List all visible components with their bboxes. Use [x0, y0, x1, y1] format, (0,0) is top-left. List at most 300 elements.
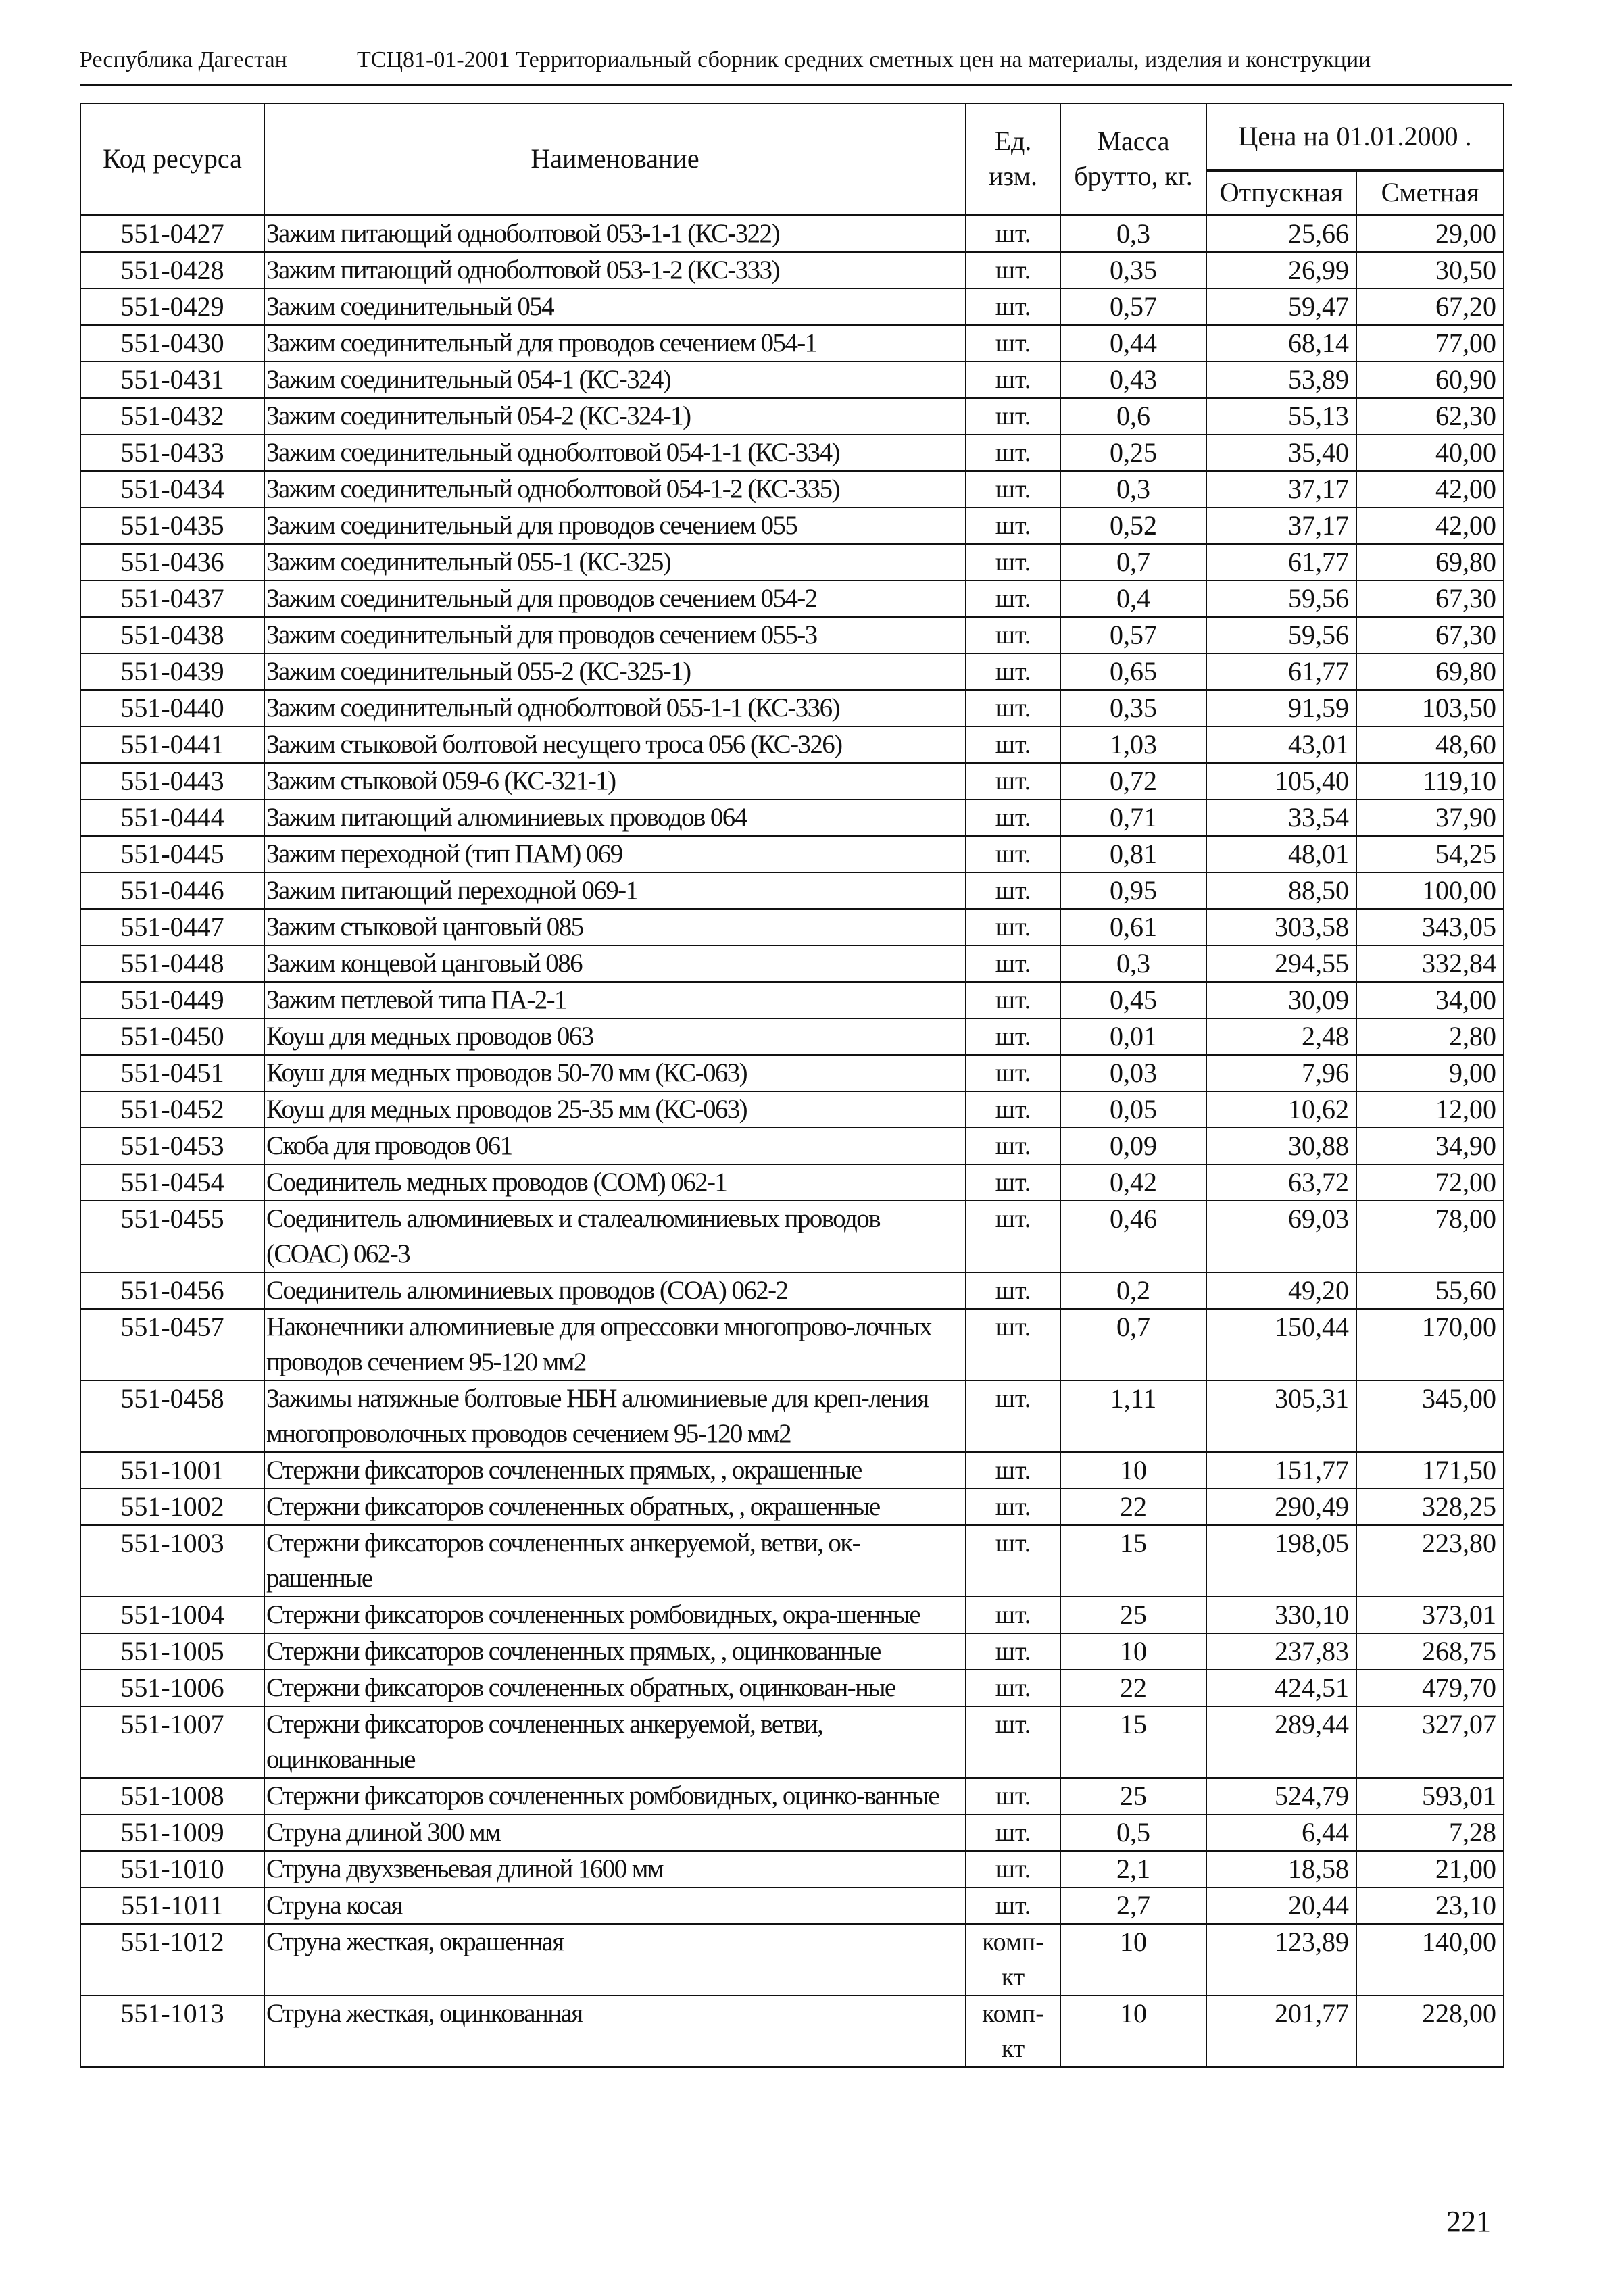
resource-code: 551-1005 [80, 1633, 264, 1670]
table-row [80, 1381, 1504, 1452]
gross-mass: 0,3 [1060, 945, 1206, 982]
estimate-price: 60,90 [1356, 362, 1504, 398]
resource-name: Зажим стыковой цанговый 085 [264, 909, 966, 945]
gross-mass: 1,03 [1060, 726, 1206, 763]
table-row [80, 1633, 1504, 1670]
resource-code: 551-0452 [80, 1091, 264, 1128]
estimate-price: 170,00 [1356, 1309, 1504, 1381]
table-row [80, 1597, 1504, 1633]
table-row [80, 653, 1504, 690]
table-row [80, 872, 1504, 909]
unit-of-measure: шт. [966, 836, 1060, 872]
release-price: 105,40 [1206, 763, 1356, 799]
resource-code: 551-0439 [80, 653, 264, 690]
release-price: 59,56 [1206, 617, 1356, 653]
resource-code: 551-1004 [80, 1597, 264, 1633]
gross-mass: 0,95 [1060, 872, 1206, 909]
resource-name: Струна жесткая, оцинкованная [264, 1995, 966, 2067]
table-row [80, 1201, 1504, 1272]
release-price: 37,17 [1206, 507, 1356, 544]
resource-code: 551-0430 [80, 325, 264, 362]
resource-code: 551-1001 [80, 1452, 264, 1489]
release-price: 35,40 [1206, 435, 1356, 471]
collection-title: ТСЦ81-01-2001 Территориальный сборник средних сметных цен на материалы, изделия и конструкции [357, 47, 1371, 72]
gross-mass: 0,35 [1060, 252, 1206, 289]
release-price: 305,31 [1206, 1381, 1356, 1452]
resource-name: Зажим стыковой 059-6 (КС-321-1) [264, 763, 966, 799]
gross-mass: 0,42 [1060, 1164, 1206, 1201]
header-mass: Масса брутто, кг. [1060, 103, 1206, 215]
unit-of-measure: шт. [966, 1309, 1060, 1381]
gross-mass: 0,7 [1060, 544, 1206, 580]
header-name: Наименование [264, 103, 966, 215]
gross-mass: 0,09 [1060, 1128, 1206, 1164]
unit-of-measure: шт. [966, 690, 1060, 726]
table-row [80, 617, 1504, 653]
resource-name: Стержни фиксаторов сочлененных анкеруемой, ветви, оцинкованные [264, 1706, 966, 1778]
release-price: 43,01 [1206, 726, 1356, 763]
resource-code: 551-1002 [80, 1489, 264, 1525]
resource-code: 551-0458 [80, 1381, 264, 1452]
resource-code: 551-0436 [80, 544, 264, 580]
resource-code: 551-0456 [80, 1272, 264, 1309]
release-price: 26,99 [1206, 252, 1356, 289]
gross-mass: 0,52 [1060, 507, 1206, 544]
release-price: 69,03 [1206, 1201, 1356, 1272]
release-price: 289,44 [1206, 1706, 1356, 1778]
unit-of-measure: шт. [966, 1525, 1060, 1597]
resource-code: 551-0455 [80, 1201, 264, 1272]
estimate-price: 42,00 [1356, 507, 1504, 544]
estimate-price: 72,00 [1356, 1164, 1504, 1201]
table-row [80, 1091, 1504, 1128]
table-row [80, 1018, 1504, 1055]
resource-code: 551-1013 [80, 1995, 264, 2067]
gross-mass: 10 [1060, 1924, 1206, 1995]
estimate-price: 228,00 [1356, 1995, 1504, 2067]
estimate-price: 119,10 [1356, 763, 1504, 799]
release-price: 151,77 [1206, 1452, 1356, 1489]
estimate-price: 67,30 [1356, 580, 1504, 617]
table-row [80, 799, 1504, 836]
header-estimate-price: Сметная [1356, 170, 1504, 215]
resource-name: Коуш для медных проводов 063 [264, 1018, 966, 1055]
gross-mass: 0,2 [1060, 1272, 1206, 1309]
estimate-price: 55,60 [1356, 1272, 1504, 1309]
unit-of-measure: шт. [966, 1814, 1060, 1851]
release-price: 91,59 [1206, 690, 1356, 726]
estimate-price: 34,90 [1356, 1128, 1504, 1164]
unit-of-measure: шт. [966, 544, 1060, 580]
resource-name: Стержни фиксаторов сочлененных прямых, , окрашенные [264, 1452, 966, 1489]
resource-code: 551-0453 [80, 1128, 264, 1164]
estimate-price: 7,28 [1356, 1814, 1504, 1851]
gross-mass: 0,6 [1060, 398, 1206, 435]
gross-mass: 25 [1060, 1778, 1206, 1814]
resource-name: Стержни фиксаторов сочлененных ромбовидных, окра-шенные [264, 1597, 966, 1633]
table-row [80, 435, 1504, 471]
resource-name: Стержни фиксаторов сочлененных анкеруемой, ветви, ок-рашенные [264, 1525, 966, 1597]
gross-mass: 22 [1060, 1489, 1206, 1525]
gross-mass: 15 [1060, 1706, 1206, 1778]
resource-name: Зажим питающий переходной 069-1 [264, 872, 966, 909]
estimate-price: 2,80 [1356, 1018, 1504, 1055]
release-price: 123,89 [1206, 1924, 1356, 1995]
unit-of-measure: шт. [966, 471, 1060, 507]
release-price: 59,47 [1206, 289, 1356, 325]
resource-code: 551-0441 [80, 726, 264, 763]
estimate-price: 62,30 [1356, 398, 1504, 435]
gross-mass: 0,44 [1060, 325, 1206, 362]
resource-code: 551-1006 [80, 1670, 264, 1706]
estimate-price: 268,75 [1356, 1633, 1504, 1670]
resource-code: 551-0431 [80, 362, 264, 398]
resource-code: 551-0449 [80, 982, 264, 1018]
estimate-price: 34,00 [1356, 982, 1504, 1018]
unit-of-measure: шт. [966, 1018, 1060, 1055]
resource-name: Стержни фиксаторов сочлененных обратных, , окрашенные [264, 1489, 966, 1525]
resource-code: 551-0432 [80, 398, 264, 435]
estimate-price: 12,00 [1356, 1091, 1504, 1128]
table-row [80, 215, 1504, 252]
resource-name: Зажим соединительный для проводов сечением 055 [264, 507, 966, 544]
header-unit: Ед. изм. [966, 103, 1060, 215]
unit-of-measure: шт. [966, 1381, 1060, 1452]
table-row [80, 471, 1504, 507]
unit-of-measure: шт. [966, 799, 1060, 836]
unit-of-measure: шт. [966, 580, 1060, 617]
table-row [80, 690, 1504, 726]
resource-code: 551-0427 [80, 215, 264, 252]
release-price: 30,88 [1206, 1128, 1356, 1164]
resource-name: Зажим соединительный для проводов сечением 054-2 [264, 580, 966, 617]
resource-name: Зажим переходной (тип ПАМ) 069 [264, 836, 966, 872]
release-price: 33,54 [1206, 799, 1356, 836]
release-price: 53,89 [1206, 362, 1356, 398]
resource-name: Скоба для проводов 061 [264, 1128, 966, 1164]
release-price: 294,55 [1206, 945, 1356, 982]
header-price-group: Цена на 01.01.2000 . [1206, 103, 1504, 170]
estimate-price: 67,30 [1356, 617, 1504, 653]
unit-of-measure: шт. [966, 1091, 1060, 1128]
page-header [80, 39, 1512, 78]
resource-name: Коуш для медных проводов 50-70 мм (КС-063) [264, 1055, 966, 1091]
release-price: 303,58 [1206, 909, 1356, 945]
resource-name: Наконечники алюминиевые для опрессовки многопрово-лочных проводов сечением 95-120 мм2 [264, 1309, 966, 1381]
table-row [80, 1814, 1504, 1851]
resource-code: 551-0443 [80, 763, 264, 799]
release-price: 290,49 [1206, 1489, 1356, 1525]
unit-of-measure: шт. [966, 1489, 1060, 1525]
unit-of-measure: шт. [966, 1201, 1060, 1272]
estimate-price: 327,07 [1356, 1706, 1504, 1778]
unit-of-measure: шт. [966, 1670, 1060, 1706]
resource-name: Зажим соединительный 054-2 (КС-324-1) [264, 398, 966, 435]
gross-mass: 0,71 [1060, 799, 1206, 836]
table-row [80, 836, 1504, 872]
gross-mass: 10 [1060, 1995, 1206, 2067]
gross-mass: 0,46 [1060, 1201, 1206, 1272]
gross-mass: 0,65 [1060, 653, 1206, 690]
region-label: Республика Дагестан [80, 47, 287, 72]
gross-mass: 0,72 [1060, 763, 1206, 799]
release-price: 37,17 [1206, 471, 1356, 507]
header-release-price: Отпускная [1206, 170, 1356, 215]
table-row [80, 398, 1504, 435]
unit-of-measure: шт. [966, 1597, 1060, 1633]
resource-code: 551-0451 [80, 1055, 264, 1091]
table-row [80, 1489, 1504, 1525]
release-price: 6,44 [1206, 1814, 1356, 1851]
table-row [80, 1164, 1504, 1201]
release-price: 20,44 [1206, 1887, 1356, 1924]
estimate-price: 29,00 [1356, 215, 1504, 252]
table-row [80, 544, 1504, 580]
resource-code: 551-0454 [80, 1164, 264, 1201]
resource-name: Соединитель медных проводов (СОМ) 062-1 [264, 1164, 966, 1201]
release-price: 48,01 [1206, 836, 1356, 872]
header-divider [80, 84, 1512, 86]
estimate-price: 21,00 [1356, 1851, 1504, 1887]
estimate-price: 140,00 [1356, 1924, 1504, 1995]
estimate-price: 67,20 [1356, 289, 1504, 325]
gross-mass: 0,43 [1060, 362, 1206, 398]
unit-of-measure: шт. [966, 1851, 1060, 1887]
release-price: 237,83 [1206, 1633, 1356, 1670]
table-row [80, 289, 1504, 325]
unit-of-measure: шт. [966, 1128, 1060, 1164]
table-row [80, 909, 1504, 945]
unit-of-measure: шт. [966, 325, 1060, 362]
unit-of-measure: шт. [966, 1633, 1060, 1670]
resource-name: Струна косая [264, 1887, 966, 1924]
resource-name: Зажим соединительный одноболтовой 054-1-2 (КС-335) [264, 471, 966, 507]
resource-code: 551-0440 [80, 690, 264, 726]
table-row [80, 726, 1504, 763]
gross-mass: 0,57 [1060, 617, 1206, 653]
unit-of-measure: шт. [966, 726, 1060, 763]
table-row [80, 252, 1504, 289]
release-price: 68,14 [1206, 325, 1356, 362]
gross-mass: 2,7 [1060, 1887, 1206, 1924]
gross-mass: 10 [1060, 1633, 1206, 1670]
header-code: Код ресурса [80, 103, 264, 215]
release-price: 18,58 [1206, 1851, 1356, 1887]
gross-mass: 0,35 [1060, 690, 1206, 726]
release-price: 61,77 [1206, 544, 1356, 580]
gross-mass: 0,01 [1060, 1018, 1206, 1055]
unit-of-measure: шт. [966, 1887, 1060, 1924]
resource-code: 551-1010 [80, 1851, 264, 1887]
gross-mass: 0,45 [1060, 982, 1206, 1018]
release-price: 198,05 [1206, 1525, 1356, 1597]
resource-code: 551-0444 [80, 799, 264, 836]
resource-code: 551-0433 [80, 435, 264, 471]
page-number: 221 [1446, 2205, 1491, 2238]
estimate-price: 77,00 [1356, 325, 1504, 362]
gross-mass: 22 [1060, 1670, 1206, 1706]
resource-code: 551-0445 [80, 836, 264, 872]
resource-code: 551-0446 [80, 872, 264, 909]
resource-code: 551-1012 [80, 1924, 264, 1995]
release-price: 63,72 [1206, 1164, 1356, 1201]
release-price: 10,62 [1206, 1091, 1356, 1128]
resource-name: Струна жесткая, окрашенная [264, 1924, 966, 1995]
resource-name: Зажим питающий алюминиевых проводов 064 [264, 799, 966, 836]
resource-name: Зажим соединительный 054 [264, 289, 966, 325]
estimate-price: 54,25 [1356, 836, 1504, 872]
table-row [80, 1887, 1504, 1924]
estimate-price: 37,90 [1356, 799, 1504, 836]
gross-mass: 0,81 [1060, 836, 1206, 872]
unit-of-measure: комп-кт [966, 1995, 1060, 2067]
table-row [80, 1525, 1504, 1597]
resource-name: Зажим соединительный одноболтовой 054-1-1 (КС-334) [264, 435, 966, 471]
resource-code: 551-1009 [80, 1814, 264, 1851]
resource-code: 551-0457 [80, 1309, 264, 1381]
gross-mass: 25 [1060, 1597, 1206, 1633]
table-row [80, 763, 1504, 799]
gross-mass: 15 [1060, 1525, 1206, 1597]
resource-code: 551-1007 [80, 1706, 264, 1778]
resource-name: Зажим соединительный одноболтовой 055-1-1 (КС-336) [264, 690, 966, 726]
unit-of-measure: шт. [966, 1164, 1060, 1201]
unit-of-measure: комп-кт [966, 1924, 1060, 1995]
resource-name: Струна длиной 300 мм [264, 1814, 966, 1851]
resource-code: 551-0450 [80, 1018, 264, 1055]
gross-mass: 0,7 [1060, 1309, 1206, 1381]
resource-name: Соединитель алюминиевых проводов (СОА) 062-2 [264, 1272, 966, 1309]
resource-name: Коуш для медных проводов 25-35 мм (КС-063) [264, 1091, 966, 1128]
price-table [80, 103, 1504, 2068]
unit-of-measure: шт. [966, 1452, 1060, 1489]
estimate-price: 69,80 [1356, 653, 1504, 690]
unit-of-measure: шт. [966, 215, 1060, 252]
table-row [80, 1995, 1504, 2067]
table-row [80, 580, 1504, 617]
gross-mass: 0,4 [1060, 580, 1206, 617]
unit-of-measure: шт. [966, 435, 1060, 471]
unit-of-measure: шт. [966, 1778, 1060, 1814]
table-body [80, 215, 1504, 2067]
unit-of-measure: шт. [966, 909, 1060, 945]
estimate-price: 328,25 [1356, 1489, 1504, 1525]
gross-mass: 0,3 [1060, 215, 1206, 252]
resource-name: Зажим концевой цанговый 086 [264, 945, 966, 982]
gross-mass: 0,61 [1060, 909, 1206, 945]
estimate-price: 593,01 [1356, 1778, 1504, 1814]
release-price: 55,13 [1206, 398, 1356, 435]
gross-mass: 0,05 [1060, 1091, 1206, 1128]
resource-name: Зажим стыковой болтовой несущего троса 056 (КС-326) [264, 726, 966, 763]
estimate-price: 343,05 [1356, 909, 1504, 945]
resource-name: Соединитель алюминиевых и сталеалюминиевых проводов (СОАС) 062-3 [264, 1201, 966, 1272]
release-price: 30,09 [1206, 982, 1356, 1018]
release-price: 61,77 [1206, 653, 1356, 690]
unit-of-measure: шт. [966, 507, 1060, 544]
estimate-price: 103,50 [1356, 690, 1504, 726]
release-price: 150,44 [1206, 1309, 1356, 1381]
unit-of-measure: шт. [966, 362, 1060, 398]
unit-of-measure: шт. [966, 617, 1060, 653]
estimate-price: 30,50 [1356, 252, 1504, 289]
resource-name: Зажим соединительный для проводов сечением 055-3 [264, 617, 966, 653]
gross-mass: 0,03 [1060, 1055, 1206, 1091]
release-price: 424,51 [1206, 1670, 1356, 1706]
unit-of-measure: шт. [966, 872, 1060, 909]
estimate-price: 100,00 [1356, 872, 1504, 909]
resource-name: Зажим соединительный для проводов сечением 054-1 [264, 325, 966, 362]
resource-name: Зажим соединительный 055-1 (КС-325) [264, 544, 966, 580]
resource-name: Зажим петлевой типа ПА-2-1 [264, 982, 966, 1018]
resource-code: 551-1008 [80, 1778, 264, 1814]
resource-code: 551-1003 [80, 1525, 264, 1597]
table-row [80, 1778, 1504, 1814]
unit-of-measure: шт. [966, 653, 1060, 690]
estimate-price: 332,84 [1356, 945, 1504, 982]
estimate-price: 479,70 [1356, 1670, 1504, 1706]
gross-mass: 0,25 [1060, 435, 1206, 471]
resource-name: Зажим соединительный 054-1 (КС-324) [264, 362, 966, 398]
table-row [80, 1670, 1504, 1706]
release-price: 88,50 [1206, 872, 1356, 909]
resource-name: Струна двухзвеньевая длиной 1600 мм [264, 1851, 966, 1887]
table-row [80, 1851, 1504, 1887]
unit-of-measure: шт. [966, 1706, 1060, 1778]
resource-code: 551-0438 [80, 617, 264, 653]
estimate-price: 42,00 [1356, 471, 1504, 507]
table-row [80, 507, 1504, 544]
unit-of-measure: шт. [966, 982, 1060, 1018]
release-price: 201,77 [1206, 1995, 1356, 2067]
table-row [80, 1128, 1504, 1164]
gross-mass: 1,11 [1060, 1381, 1206, 1452]
table-row [80, 362, 1504, 398]
resource-code: 551-0435 [80, 507, 264, 544]
table-row [80, 1055, 1504, 1091]
table-row [80, 1309, 1504, 1381]
table-row [80, 1452, 1504, 1489]
table-row [80, 325, 1504, 362]
resource-name: Зажим питающий одноболтовой 053-1-1 (КС-322) [264, 215, 966, 252]
unit-of-measure: шт. [966, 1272, 1060, 1309]
release-price: 49,20 [1206, 1272, 1356, 1309]
resource-name: Стержни фиксаторов сочлененных ромбовидных, оцинко-ванные [264, 1778, 966, 1814]
gross-mass: 2,1 [1060, 1851, 1206, 1887]
resource-code: 551-0447 [80, 909, 264, 945]
estimate-price: 78,00 [1356, 1201, 1504, 1272]
release-price: 7,96 [1206, 1055, 1356, 1091]
release-price: 2,48 [1206, 1018, 1356, 1055]
unit-of-measure: шт. [966, 398, 1060, 435]
resource-name: Стержни фиксаторов сочлененных прямых, , оцинкованные [264, 1633, 966, 1670]
resource-name: Зажимы натяжные болтовые НБН алюминиевые для креп-ления многопроволочных проводов сечением 95-120 мм2 [264, 1381, 966, 1452]
release-price: 59,56 [1206, 580, 1356, 617]
estimate-price: 345,00 [1356, 1381, 1504, 1452]
release-price: 330,10 [1206, 1597, 1356, 1633]
resource-code: 551-0434 [80, 471, 264, 507]
table-row [80, 1706, 1504, 1778]
gross-mass: 10 [1060, 1452, 1206, 1489]
estimate-price: 69,80 [1356, 544, 1504, 580]
unit-of-measure: шт. [966, 763, 1060, 799]
resource-code: 551-1011 [80, 1887, 264, 1924]
unit-of-measure: шт. [966, 1055, 1060, 1091]
resource-code: 551-0437 [80, 580, 264, 617]
estimate-price: 23,10 [1356, 1887, 1504, 1924]
resource-name: Зажим питающий одноболтовой 053-1-2 (КС-333) [264, 252, 966, 289]
resource-code: 551-0429 [80, 289, 264, 325]
